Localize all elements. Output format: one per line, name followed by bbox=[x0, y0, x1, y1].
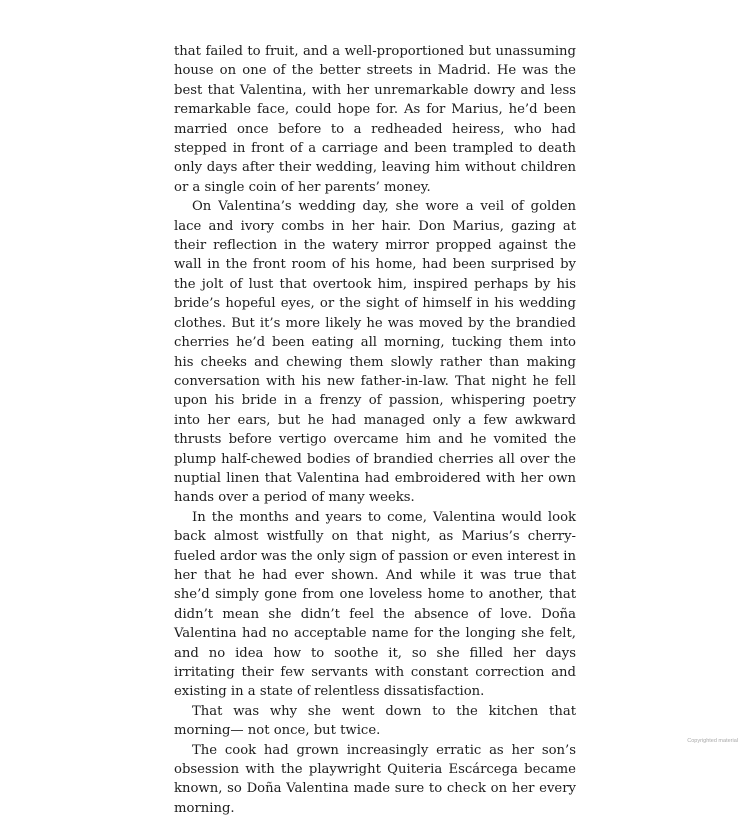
paragraph-2: On Valentina’s wedding day, she wore a veil of golden lace and ivory combs in her hair. Don Marius, gazing at their reflection in the watery mirror propped against the wall in the front room of his home, had been surprised by the jolt of lust that overtook him, inspired perhaps by his bride’s hopeful eyes, or the sight of himself in his wedding clothes. But it’s more likely he was moved by the brandied cherries he’d been eating all morning, tucking them into his cheeks and chewing them slowly rather than making conversation with his new father-in-law. That night he fell upon his bride in a frenzy of passion, whispering poetry into her ears, but he had managed only a few awkward thrusts before vertigo overcame him and he vomited the plump half-chewed bodies of brandied cherries all over the nuptial linen that Valentina had embroidered with her own hands over a period of many weeks. bbox=[174, 199, 576, 506]
book-page-text bbox=[174, 42, 576, 818]
paragraph-1: that failed to fruit, and a well-proportioned but unassuming house on one of the better streets in Madrid. He was the best that Valentina, with her unremarkable dowry and less remarkable face, could hope for. As for Marius, he’d been married once before to a redheaded heiress, who had stepped in front of a carriage and been trampled to death only days after their wedding, leaving him without children or a single coin of her parents’ money. bbox=[174, 44, 576, 195]
paragraph-4: That was why she went down to the kitchen that morning— not once, but twice. bbox=[174, 703, 576, 739]
paragraph-3: In the months and years to come, Valentina would look back almost wistfully on that night, as Marius’s cherry-fueled ardor was the only sign of passion or even interest in her that he had ever shown. And while it was true that she’d simply gone from one loveless home to another, that didn’t mean she didn’t feel the absence of love. Doña Valentina had no acceptable name for the longing she felt, and no idea how to soothe it, so she filled her days irritating their few servants with constant correction and existing in a state of relentless dissatisfaction. bbox=[174, 509, 576, 700]
paragraph-5: The cook had grown increasingly erratic as her son’s obsession with the playwright Quiteria Escárcega became known, so Doña Valentina made sure to check on her every morning. bbox=[174, 742, 576, 816]
copyright-watermark: Copyrighted material bbox=[687, 738, 738, 744]
